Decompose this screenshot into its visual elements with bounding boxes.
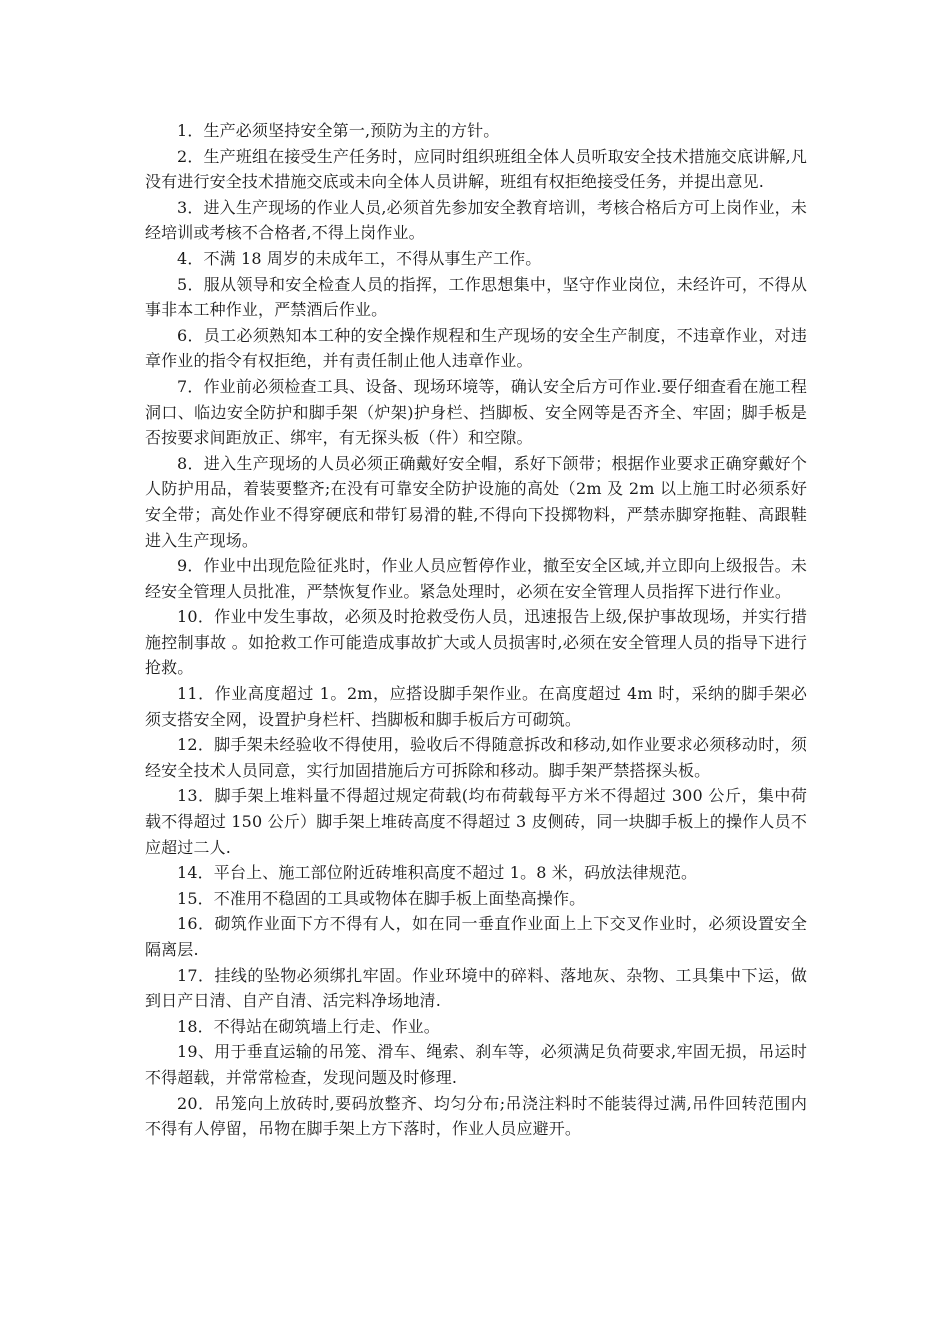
rule-paragraph-15: 15．不准用不稳固的工具或物体在脚手板上面垫高操作。 (177, 888, 586, 908)
rule-paragraph-12: 12．脚手架未经验收不得使用，验收后不得随意拆改和移动,如作业要求必须移动时，须经安全技术人员同意，实行加固措施后方可拆除和移动。脚手架严禁搭探头板。 (145, 735, 807, 780)
rule-paragraph-16: 16．砌筑作业面下方不得有人，如在同一垂直作业面上上下交叉作业时，必须设置安全隔离层. (145, 914, 807, 959)
rule-paragraph-1: 1．生产必须坚持安全第一,预防为主的方针。 (177, 121, 500, 140)
rule-paragraph-3: 3．进入生产现场的作业人员,必须首先参加安全教育培训，考核合格后方可上岗作业，未经培训或考核不合格者,不得上岗作业。 (145, 197, 807, 243)
rule-paragraph-11: 11．作业高度超过 1。2m，应搭设脚手架作业。在高度超过 4m 时，采纳的脚手架必须支搭安全网，设置护身栏杆、挡脚板和脚手板后方可砌筑。 (145, 684, 807, 729)
rule-paragraph-7: 7．作业前必须检查工具、设备、现场环境等，确认安全后方可作业.要仔细查看在施工程洞口、临边安全防护和脚手架（炉架)护身栏、挡脚板、安全网等是否齐全、牢固；脚手板是否按要求间距放正、绑牢，有无探头板（件）和空隙。 (145, 376, 807, 448)
rule-paragraph-18: 18．不得站在砌筑墙上行走、作业。 (177, 1016, 440, 1036)
rule-paragraph-14: 14．平台上、施工部位附近砖堆积高度不超过 1。8 米，码放法律规范。 (177, 863, 698, 883)
rule-paragraph-4: 4．不满 18 周岁的未成年工，不得从事生产工作。 (177, 248, 542, 268)
rule-paragraph-10: 10．作业中发生事故，必须及时抢救受伤人员，迅速报告上级,保护事故现场，并实行措施控制事故 。如抢救工作可能造成事故扩大或人员损害时,必须在安全管理人员的指导下进行抢救。 (145, 607, 807, 678)
rule-paragraph-5: 5．服从领导和安全检查人员的指挥，工作思想集中，坚守作业岗位，未经许可，不得从事非本工种作业，严禁酒后作业。 (145, 274, 807, 320)
rule-paragraph-2: 2．生产班组在接受生产任务时，应同时组织班组全体人员听取安全技术措施交底讲解,凡没有进行安全技术措施交底或未向全体人员讲解，班组有权拒绝接受任务，并提出意见. (145, 146, 807, 192)
rule-paragraph-6: 6．员工必须熟知本工种的安全操作规程和生产现场的安全生产制度，不违章作业，对违章作业的指令有权拒绝，并有责任制止他人违章作业。 (145, 325, 807, 371)
document-page (145, 118, 807, 1142)
rule-paragraph-20: 20．吊笼向上放砖时,要码放整齐、均匀分布;吊浇注料时不能装得过满,吊件回转范围内不得有人停留，吊物在脚手架上方下落时，作业人员应避开。 (145, 1093, 807, 1139)
rule-paragraph-8: 8．进入生产现场的人员必须正确戴好安全帽，系好下颌带；根据作业要求正确穿戴好个人防护用品，着装要整齐;在没有可靠安全防护设施的高处（2m 及 2m 以上施工时必须系好安全带；高处作业不得穿硬底和带钉易滑的鞋,不得向下投掷物料，严禁赤脚穿拖鞋、高跟鞋进入生产现场。 (145, 453, 807, 550)
rule-paragraph-13: 13．脚手架上堆料量不得超过规定荷载(均布荷载每平方米不得超过 300 公斤，集中荷载不得超过 150 公斤）脚手架上堆砖高度不得超过 3 皮侧砖，同一块脚手板上的操作人员不应超过二人. (145, 786, 807, 857)
rule-paragraph-19: 19、用于垂直运输的吊笼、滑车、绳索、刹车等，必须满足负荷要求,牢固无损，吊运时不得超载，并常常检查，发现问题及时修理. (145, 1042, 807, 1087)
rule-paragraph-9: 9．作业中出现危险征兆时，作业人员应暂停作业，撤至安全区域,并立即向上级报告。未经安全管理人员批准，严禁恢复作业。紧急处理时，必须在安全管理人员指挥下进行作业。 (145, 556, 807, 601)
rule-paragraph-17: 17．挂线的坠物必须绑扎牢固。作业环境中的碎料、落地灰、杂物、工具集中下运，做到日产日清、自产自清、活完料净场地清. (145, 965, 807, 1011)
